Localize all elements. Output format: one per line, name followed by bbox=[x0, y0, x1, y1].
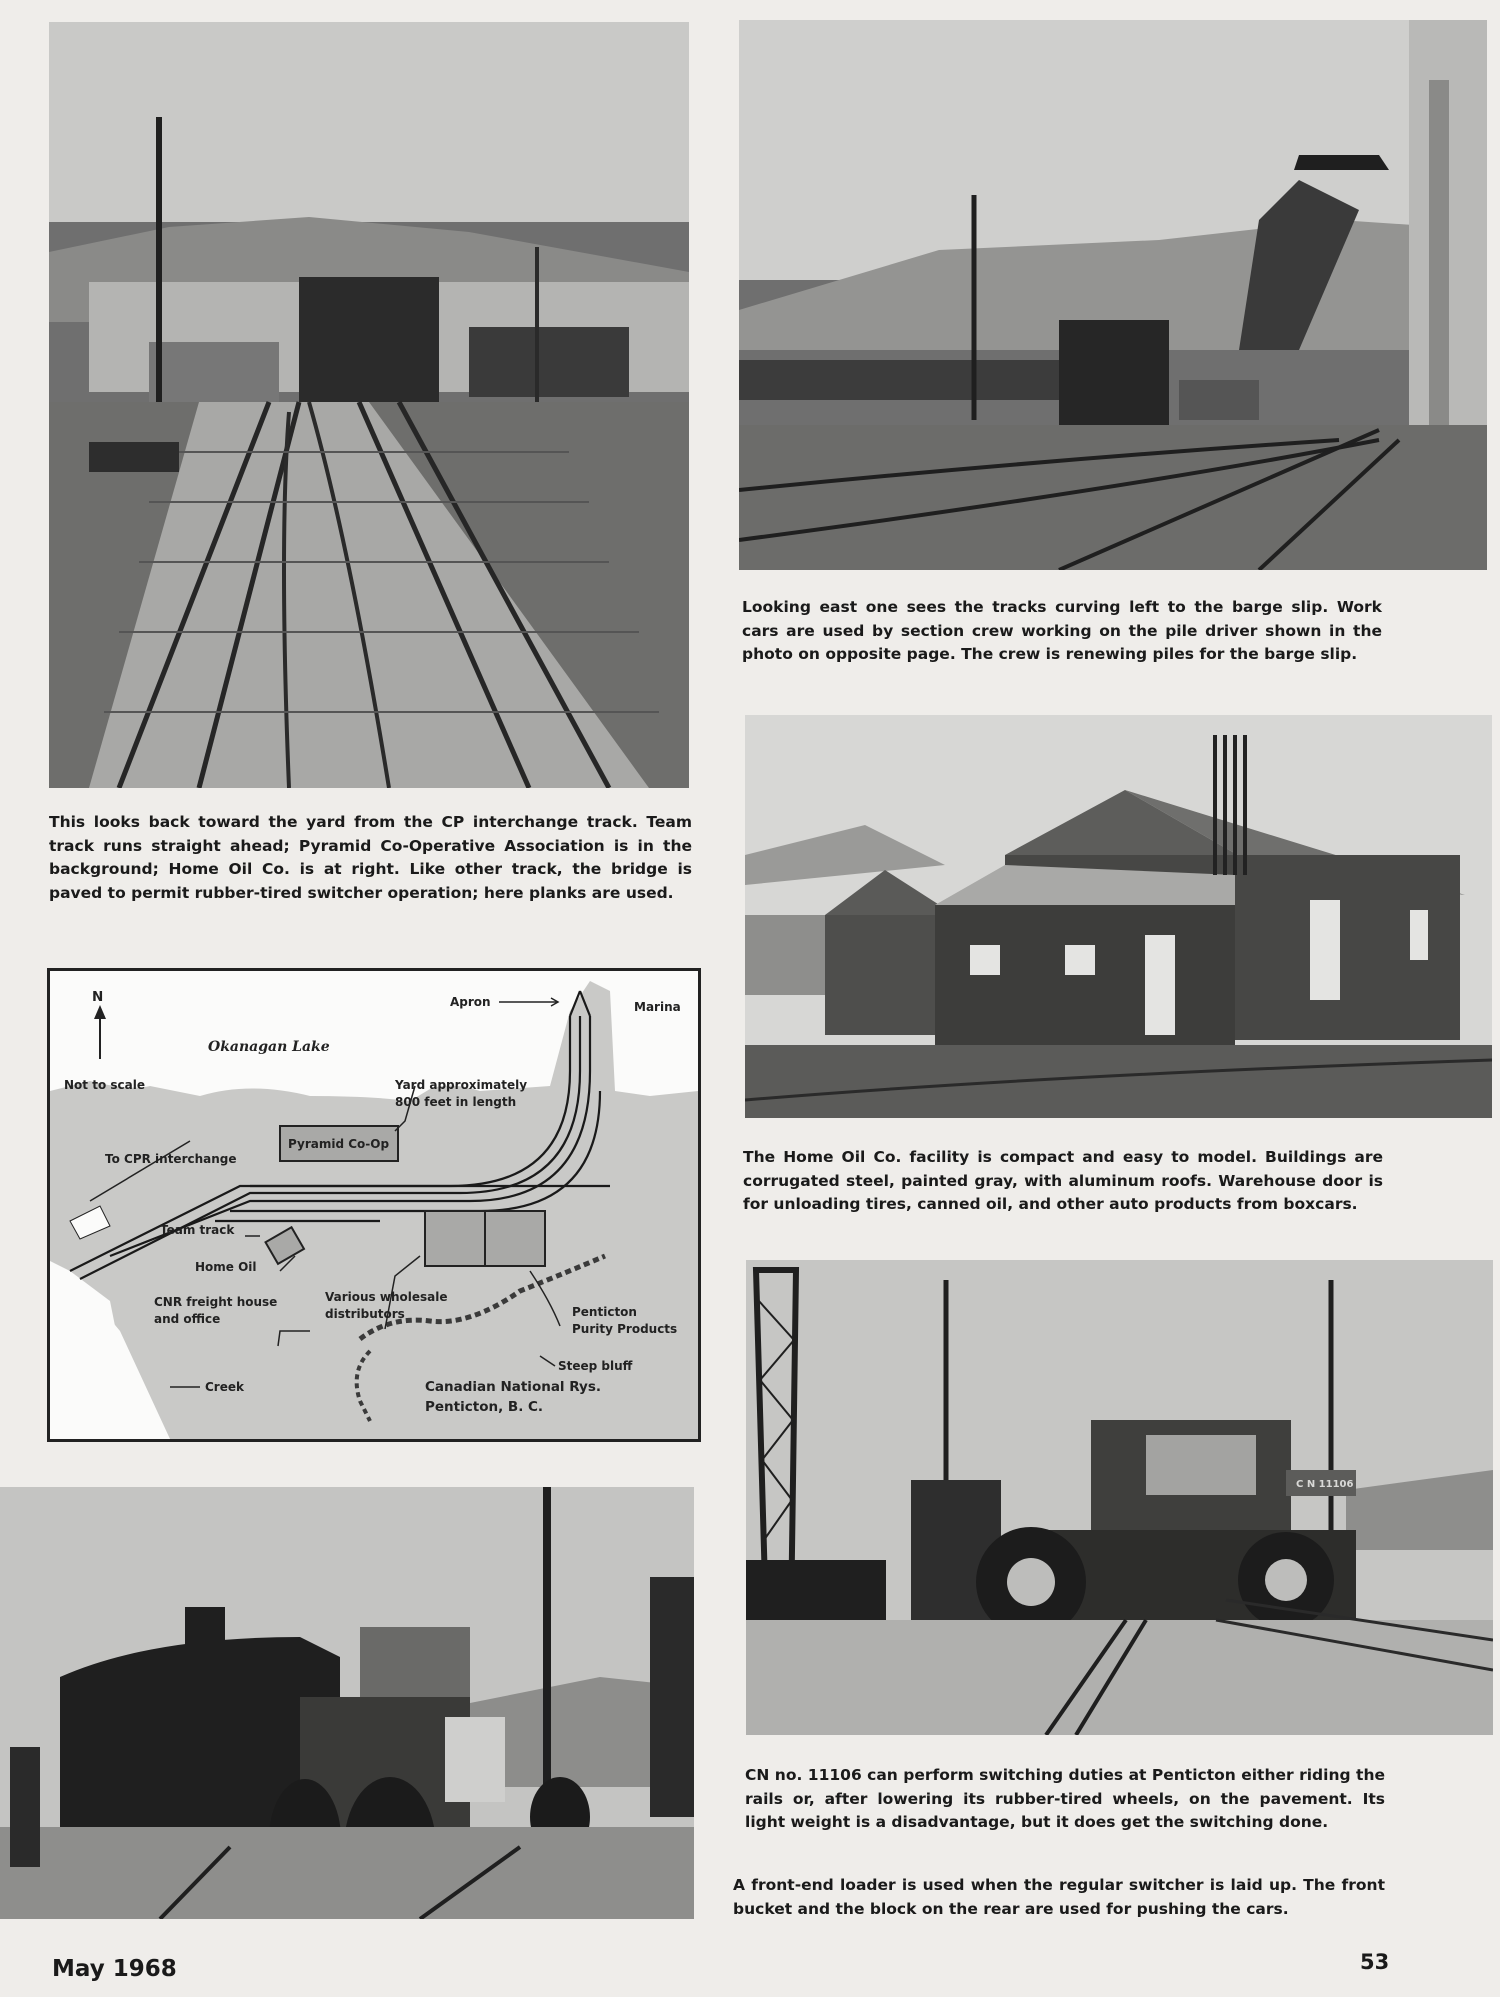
map-marina-label: Marina bbox=[634, 1000, 681, 1014]
map-north-label: N bbox=[92, 989, 104, 1005]
map-wholesale-label-2: distributors bbox=[325, 1307, 405, 1321]
caption-yard-view: This looks back toward the yard from the CP interchange track. Team track runs straight ahead; Pyramid Co-Operative Association is in the background; Home Oil Co. is at right. Like other track, the bridge is paved to permit rubber-tired switcher operation; here planks are used. bbox=[49, 813, 692, 902]
map-yard-note-2: 800 feet in length bbox=[395, 1095, 517, 1109]
map-yard-note-1: Yard approximately bbox=[395, 1078, 528, 1092]
photo-yard-view bbox=[49, 22, 689, 788]
map-purity-label-1: Penticton bbox=[572, 1305, 637, 1319]
map-creek-label: Creek bbox=[205, 1380, 244, 1394]
map-pyramid-label: Pyramid Co-Op bbox=[288, 1137, 390, 1151]
map-cnr-label-1: CNR freight house bbox=[154, 1295, 278, 1309]
map-team-track-label: Team track bbox=[160, 1223, 235, 1237]
map-lake-label: Okanagan Lake bbox=[208, 1039, 330, 1055]
page-number: 53 bbox=[1360, 1950, 1390, 1974]
map-title-1: Canadian National Rys. bbox=[425, 1379, 602, 1395]
photo-cn-11106 bbox=[746, 1260, 1493, 1735]
photo-looking-east bbox=[739, 20, 1487, 570]
map-apron-label: Apron bbox=[450, 995, 491, 1009]
map-wholesale-label-1: Various wholesale bbox=[325, 1290, 448, 1304]
map-purity-label-2: Purity Products bbox=[572, 1322, 678, 1336]
photo-home-oil bbox=[745, 715, 1492, 1118]
track-map bbox=[47, 968, 701, 1442]
caption-cn-11106: CN no. 11106 can perform switching duties at Penticton either riding the rails or, after lowering its rubber-tired wheels, on the pavement. Its light weight is a disadvantage, but it does get the switching done. bbox=[745, 1766, 1385, 1831]
caption-front-end-loader: A front-end loader is used when the regular switcher is laid up. The front bucket and the block on the rear are used for pushing the cars. bbox=[733, 1876, 1385, 1918]
map-bluff-label: Steep bluff bbox=[558, 1359, 633, 1373]
issue-date: May 1968 bbox=[52, 1956, 177, 1982]
map-scale-note: Not to scale bbox=[64, 1078, 145, 1092]
map-cnr-label-2: and office bbox=[154, 1312, 221, 1326]
caption-looking-east: Looking east one sees the tracks curving left to the barge slip. Work cars are used by section crew working on the pile driver shown in the photo on opposite page. The crew is renewing piles for the barge slip. bbox=[742, 598, 1382, 663]
map-title-2: Penticton, B. C. bbox=[425, 1399, 544, 1415]
photo-front-end-loader bbox=[0, 1487, 694, 1919]
map-cpr-label: To CPR interchange bbox=[105, 1152, 237, 1166]
map-home-oil-label: Home Oil bbox=[195, 1260, 257, 1274]
truck-plate-text: C N 11106 bbox=[1296, 1479, 1354, 1490]
caption-home-oil: The Home Oil Co. facility is compact and easy to model. Buildings are corrugated steel, painted gray, with aluminum roofs. Warehouse door is for unloading tires, canned oil, and other auto products from boxcars. bbox=[743, 1148, 1383, 1213]
